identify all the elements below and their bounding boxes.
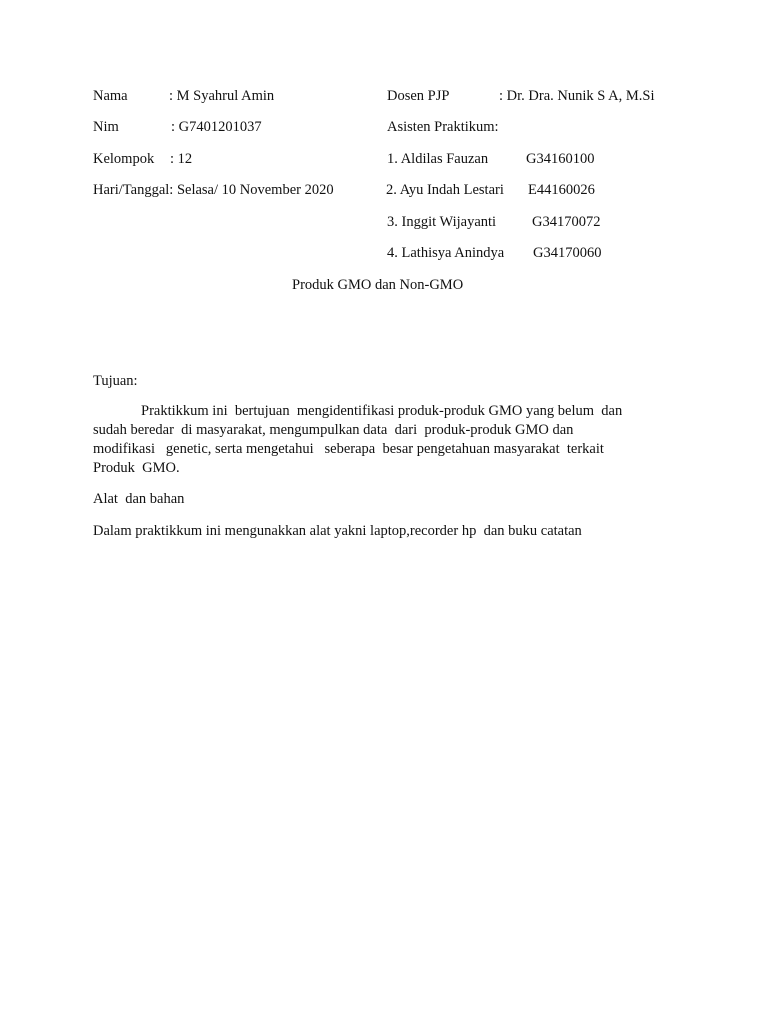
tujuan-line: modifikasi genetic, serta mengetahui seberapa besar pengetahuan masyarakat terkait xyxy=(93,441,604,457)
alat-text: Dalam praktikkum ini mengunakkan alat yakni laptop,recorder hp dan buku catatan xyxy=(93,523,582,539)
nama-value: : M Syahrul Amin xyxy=(169,88,275,104)
assistant-name: 4. Lathisya Anindya xyxy=(387,245,505,261)
hari-tanggal: Hari/Tanggal: Selasa/ 10 November 2020 xyxy=(93,182,334,198)
kelompok-label: Kelompok xyxy=(93,151,155,167)
tujuan-line: sudah beredar di masyarakat, mengumpulkan data dari produk-produk GMO dan xyxy=(93,422,574,438)
tujuan-line: Praktikkum ini bertujuan mengidentifikasi produk-produk GMO yang belum dan xyxy=(141,403,623,419)
document-title: Produk GMO dan Non-GMO xyxy=(292,277,464,293)
dosen-label: Dosen PJP xyxy=(387,88,450,104)
asisten-label: Asisten Praktikum: xyxy=(387,119,499,135)
assistant-id: G34170060 xyxy=(533,245,602,261)
nim-label: Nim xyxy=(93,119,119,135)
assistant-name: 2. Ayu Indah Lestari xyxy=(386,182,504,198)
alat-heading: Alat dan bahan xyxy=(93,491,185,507)
dosen-value: : Dr. Dra. Nunik S A, M.Si xyxy=(499,88,655,104)
nim-value: : G7401201037 xyxy=(171,119,262,135)
nama-label: Nama xyxy=(93,88,128,104)
kelompok-value: : 12 xyxy=(170,151,193,167)
tujuan-line: Produk GMO. xyxy=(93,460,180,476)
assistant-name: 3. Inggit Wijayanti xyxy=(387,214,497,230)
assistant-id: E44160026 xyxy=(528,182,595,198)
assistant-id: G34160100 xyxy=(526,151,595,167)
assistant-name: 1. Aldilas Fauzan xyxy=(387,151,489,167)
assistant-id: G34170072 xyxy=(532,214,601,230)
tujuan-heading: Tujuan: xyxy=(93,373,138,389)
